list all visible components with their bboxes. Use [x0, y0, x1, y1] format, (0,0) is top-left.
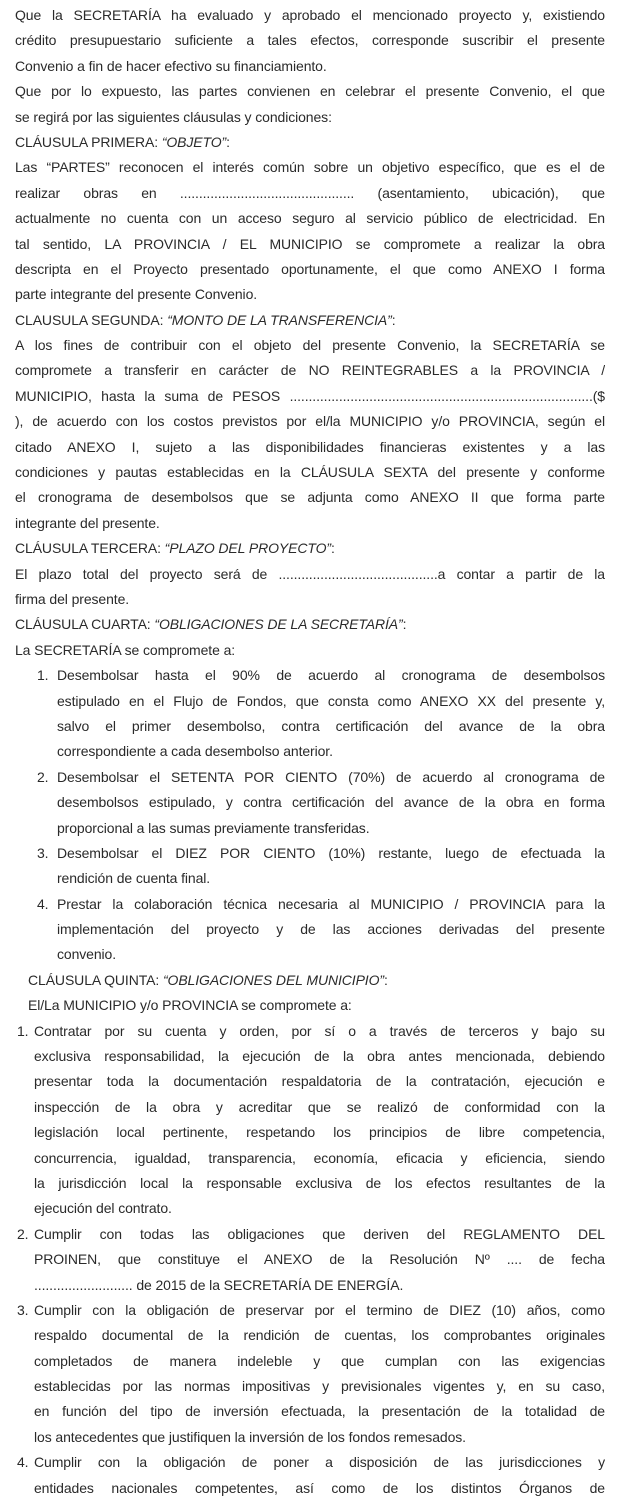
- list-number: 4.: [17, 1454, 29, 1471]
- clause-label: :: [330, 540, 335, 557]
- text-line: MUNICIPIO, hasta la suma de PESOS ................................................................................($: [15, 387, 605, 404]
- paragraph: [15, 638, 605, 663]
- list-item: [37, 663, 605, 765]
- clause-title-italic: “OBJETO”: [161, 133, 227, 150]
- list-number: 2.: [37, 768, 49, 785]
- text-line: correspondiente a cada desembolso anterior.: [57, 743, 333, 760]
- text-line: completados de manera indeleble y que cumplan con las exigencias: [34, 1352, 605, 1369]
- text-line: salvo el primer desembolso, contra certificación del avance de la obra: [57, 717, 605, 734]
- text-line: Cumplir con la obligación de poner a disposición de las jurisdicciones y: [34, 1454, 605, 1471]
- list-item: [17, 1298, 605, 1450]
- clause-label: :: [402, 616, 407, 633]
- text-line: descripta en el Proyecto presentado oportunamente, el que como ANEXO I forma: [15, 260, 605, 277]
- heading-line: [28, 968, 605, 993]
- clause-title-italic: “OBLIGACIONES DEL MUNICIPIO”: [162, 971, 384, 988]
- text-line: condiciones y pautas establecidas en la CLÁUSULA SEXTA del presente y conforme: [15, 464, 605, 481]
- text-line: proporcional a las sumas previamente transferidas.: [57, 819, 370, 836]
- heading-line: [15, 130, 605, 155]
- text-line: Desembolsar el DIEZ POR CIENTO (10%) restante, luego de efectuada la: [57, 844, 605, 861]
- clause-heading: [15, 308, 605, 333]
- text-line: compromete a transferir en carácter de NO REINTEGRABLES a la PROVINCIA /: [15, 362, 605, 379]
- text-line: Desembolsar hasta el 90% de acuerdo al cronograma de desembolsos: [57, 667, 605, 684]
- text-line: inspección de la obra y acreditar que se realizó de conformidad con la: [34, 1098, 605, 1115]
- clause-title-italic: “PLAZO DEL PROYECTO”: [164, 540, 331, 557]
- text-line: La SECRETARÍA se compromete a:: [15, 641, 236, 658]
- list-item: [37, 765, 605, 841]
- clause-heading: [15, 536, 605, 561]
- text-line: Que la SECRETARÍA ha evaluado y aprobado el mencionado proyecto y, existiendo: [15, 7, 605, 23]
- clause-label: CLÁUSULA QUINTA:: [28, 971, 163, 988]
- text-line: .......................... de 2015 de la SECRETARÍA DE ENERGÍA.: [34, 1276, 404, 1293]
- list-number: 3.: [37, 844, 49, 861]
- text-line: rendición de cuenta final.: [57, 870, 211, 887]
- list-item: [17, 1222, 605, 1298]
- paragraph: [15, 333, 605, 536]
- text-line: Contratar por su cuenta y orden, por sí o a través de terceros y bajo su: [34, 1022, 605, 1039]
- text-line: en función del tipo de inversión efectuada, la presentación de la totalidad de: [34, 1403, 605, 1420]
- text-line: entidades nacionales competentes, así como de los distintos Órganos de: [34, 1479, 605, 1496]
- text-line: implementación del proyecto y de las acciones derivadas del presente: [57, 921, 605, 938]
- text-line: Cumplir con la obligación de preservar por el termino de DIEZ (10) años, como: [34, 1301, 605, 1318]
- list-number: 4.: [37, 895, 49, 912]
- list-item: [17, 1450, 605, 1501]
- heading-line: [15, 308, 605, 333]
- heading-line: [15, 536, 605, 561]
- text-line: PROINEN, que constituye el ANEXO de la Resolución Nº .... de fecha: [34, 1251, 605, 1268]
- text-line: Que por lo expuesto, las partes convienen en celebrar el presente Convenio, el que: [15, 83, 605, 100]
- text-line: convenio.: [57, 946, 117, 963]
- text-line: el cronograma de desembolsos que se adjunta como ANEXO II que forma parte: [15, 489, 605, 506]
- clause-label: :: [383, 971, 388, 988]
- clause-heading: [15, 130, 605, 155]
- list-item: [37, 841, 605, 892]
- text-line: los antecedentes que justifiquen la inversión de los fondos remesados.: [34, 1428, 466, 1445]
- text-line: ), de acuerdo con los costos previstos por el/la MUNICIPIO y/o PROVINCIA, según el: [15, 413, 605, 430]
- text-line: desembolsos estipulado, y contra certificación del avance de la obra en forma: [57, 794, 605, 811]
- text-line: exclusiva responsabilidad, la ejecución de la obra antes mencionada, debiendo: [34, 1048, 605, 1065]
- text-line: El/La MUNICIPIO y/o PROVINCIA se compromete a:: [28, 997, 352, 1014]
- paragraph: [15, 155, 605, 307]
- text-line: Desembolsar el SETENTA POR CIENTO (70%) de acuerdo al cronograma de: [57, 768, 605, 785]
- heading-line: [15, 612, 605, 637]
- text-line: realizar obras en .............................................. (asentamiento, ubicación), que: [15, 184, 605, 201]
- text-line: tal sentido, LA PROVINCIA / EL MUNICIPIO se compromete a realizar la obra: [15, 235, 605, 252]
- text-line: presentar toda la documentación respaldatoria de la contratación, ejecución e: [34, 1073, 605, 1090]
- list-number: 1.: [17, 1022, 29, 1039]
- clause-label: :: [391, 311, 396, 328]
- paragraph: [15, 562, 605, 613]
- text-line: concurrencia, igualdad, transparencia, economía, eficacia y eficiencia, siendo: [34, 1149, 605, 1166]
- clause-label: :: [226, 133, 230, 150]
- clause-label: CLÁUSULA PRIMERA:: [15, 133, 162, 150]
- clause-label: CLÁUSULA CUARTA:: [15, 616, 155, 633]
- text-line: firma del presente.: [15, 590, 130, 607]
- text-line: respaldo documental de la rendición de cuentas, los comprobantes originales: [34, 1327, 605, 1344]
- text-line: legislación local pertinente, respetando los principios de libre competencia,: [34, 1124, 605, 1141]
- text-line: citado ANEXO I, sujeto a las disponibilidades financieras existentes y a las: [15, 438, 605, 455]
- text-line: parte integrante del presente Convenio.: [15, 286, 258, 303]
- clause-heading: [28, 968, 605, 993]
- text-line: la jurisdicción local la responsable exclusiva de los efectos resultantes de la: [34, 1174, 605, 1191]
- paragraph: [28, 993, 605, 1018]
- text-line: ejecución del contrato.: [34, 1200, 172, 1217]
- clause-title-italic: “OBLIGACIONES DE LA SECRETARÍA”: [154, 616, 403, 633]
- text-line: integrante del presente.: [15, 514, 160, 531]
- text-line: Convenio a fin de hacer efectivo su financiamiento.: [15, 57, 327, 74]
- clause-label: CLAUSULA SEGUNDA:: [15, 311, 168, 328]
- clause-title-italic: “MONTO DE LA TRANSFERENCIA”: [167, 311, 392, 328]
- list-number: 1.: [37, 667, 49, 684]
- text-line: crédito presupuestario suficiente a tales efectos, corresponde suscribir el presente: [15, 32, 605, 49]
- clause-heading: [15, 612, 605, 637]
- paragraph: [15, 79, 605, 130]
- text-line: se regirá por las siguientes cláusulas y condiciones:: [15, 108, 332, 125]
- list-number: 3.: [17, 1301, 29, 1318]
- list-number: 2.: [17, 1225, 29, 1242]
- list-item: [17, 1019, 605, 1222]
- text-line: A los fines de contribuir con el objeto del presente Convenio, la SECRETARÍA se: [15, 337, 605, 354]
- text-line: Cumplir con todas las obligaciones que deriven del REGLAMENTO DEL: [34, 1225, 605, 1242]
- paragraph: [15, 3, 605, 79]
- text-line: El plazo total del proyecto será de ..........................................a contar a partir de la: [15, 565, 605, 582]
- list-item: [37, 892, 605, 968]
- text-line: actualmente no cuenta con un acceso seguro al servicio público de electricidad. En: [15, 210, 605, 227]
- text-line: estipulado en el Flujo de Fondos, que consta como ANEXO XX del presente y,: [57, 692, 605, 709]
- text-line: establecidas por las normas impositivas y previsionales vigentes y, en su caso,: [34, 1378, 605, 1395]
- clause-label: CLÁUSULA TERCERA:: [15, 540, 165, 557]
- text-line: Prestar la colaboración técnica necesaria al MUNICIPIO / PROVINCIA para la: [57, 895, 605, 912]
- text-line: Las “PARTES” reconocen el interés común sobre un objetivo específico, que es el de: [15, 159, 605, 176]
